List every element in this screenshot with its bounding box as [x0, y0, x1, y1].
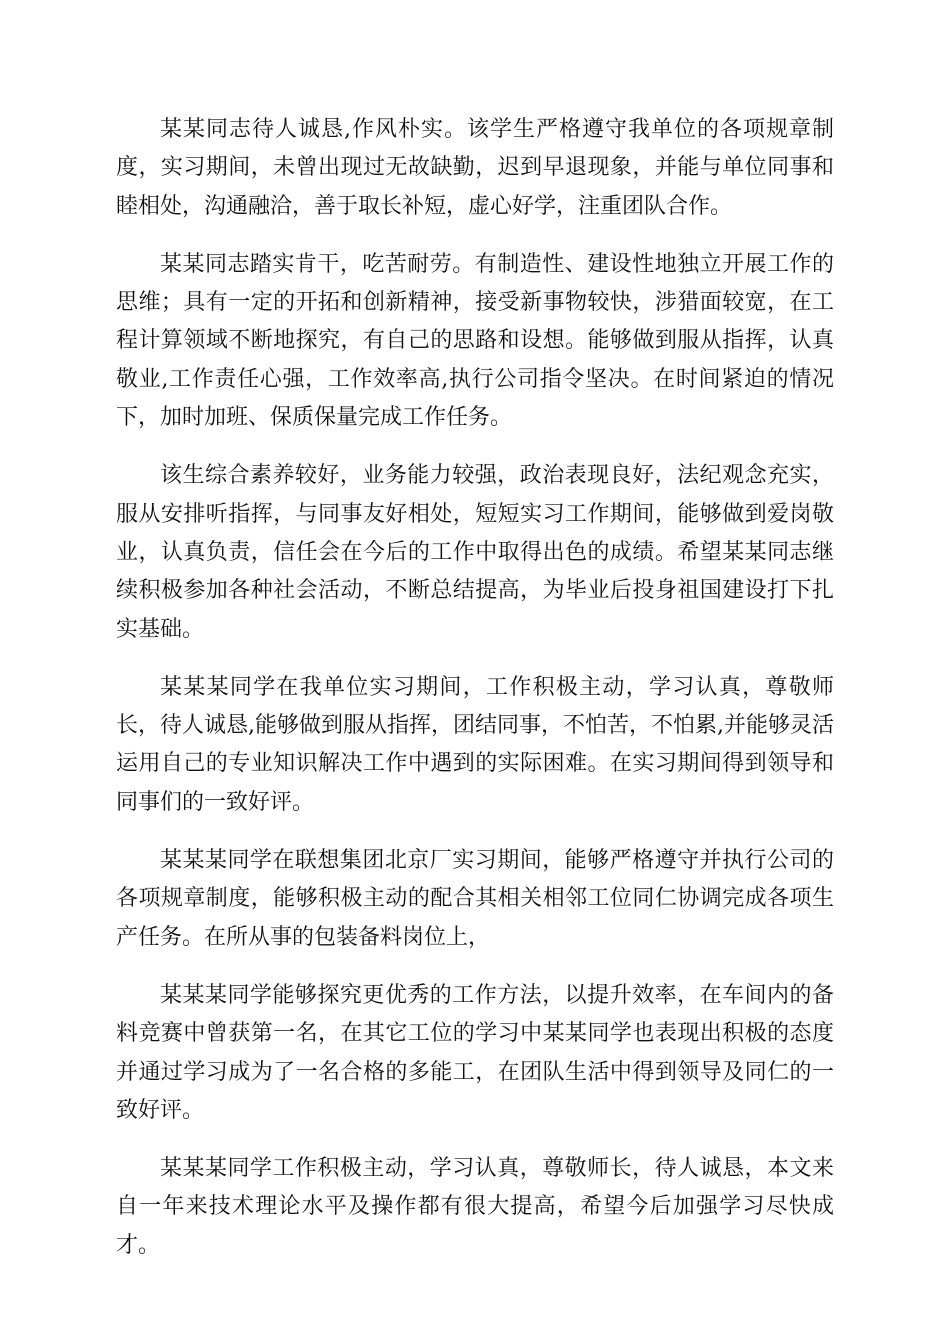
paragraph-5: 某某某同学在联想集团北京厂实习期间，能够严格遵守并执行公司的各项规章制度，能够积极主动的配合其相关相邻工位同仁协调完成各项生产任务。在所从事的包装备料岗位上，	[116, 848, 834, 950]
paragraph-7: 某某某同学工作积极主动，学习认真，尊敬师长，待人诚恳，本文来自一年来技术理论水平及操作都有很大提高，希望今后加强学习尽快成才。	[116, 1156, 834, 1258]
paragraph-6: 某某某同学能够探究更优秀的工作方法，以提升效率，在车间内的备料竞赛中曾获第一名，在其它工位的学习中某某同学也表现出积极的态度并通过学习成为了一名合格的多能工，在团队生活中得到领导及同仁的一致好评。	[116, 982, 834, 1123]
paragraph-3: 该生综合素养较好，业务能力较强，政治表现良好，法纪观念充实，服从安排听指挥，与同事友好相处，短短实习工作期间，能够做到爱岗敬业，认真负责，信任会在今后的工作中取得出色的成绩。希望某某同志继续积极参加各种社会活动，不断总结提高，为毕业后投身祖国建设打下扎实基础。	[116, 463, 834, 642]
document-body	[116, 111, 834, 1285]
paragraph-2: 某某同志踏实肯干，吃苦耐劳。有制造性、建设性地独立开展工作的思维；具有一定的开拓和创新精神，接受新事物较快，涉猎面较宽，在工程计算领域不断地探究，有自己的思路和设想。能够做到服从指挥，认真敬业,工作责任心强，工作效率高,执行公司指令坚决。在时间紧迫的情况下，加时加班、保质保量完成工作任务。	[116, 251, 834, 431]
paragraph-1: 某某同志待人诚恳,作风朴实。该学生严格遵守我单位的各项规章制度，实习期间，未曾出现过无故缺勤，迟到早退现象，并能与单位同事和睦相处，沟通融洽，善于取长补短，虚心好学，注重团队合作。	[116, 117, 834, 219]
paragraph-4: 某某某同学在我单位实习期间，工作积极主动，学习认真，尊敬师长，待人诚恳,能够做到服从指挥，团结同事，不怕苦，不怕累,并能够灵活运用自己的专业知识解决工作中遇到的实际困难。在实习期间得到领导和同事们的一致好评。	[116, 674, 834, 815]
